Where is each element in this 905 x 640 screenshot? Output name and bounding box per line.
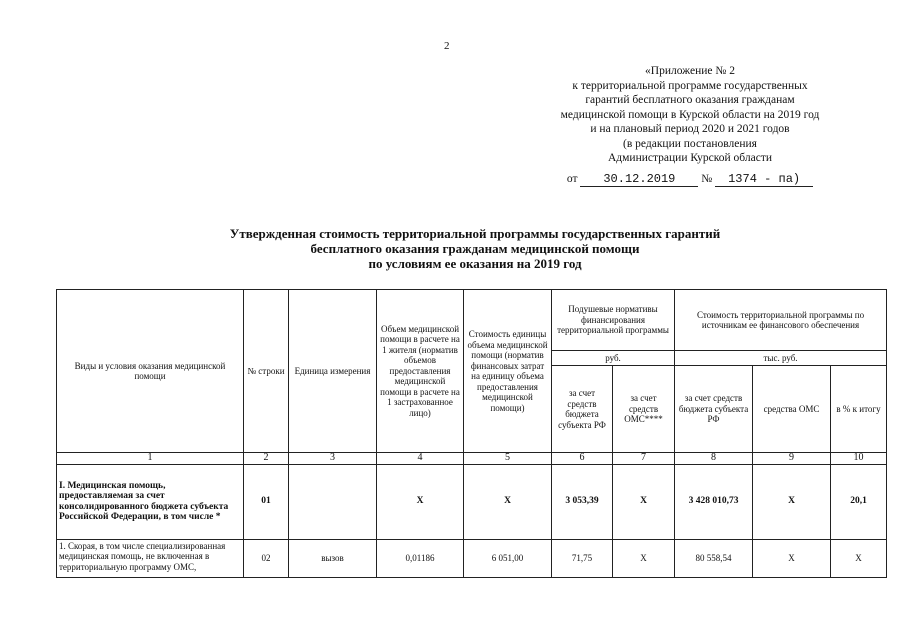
decree-line [525, 172, 855, 188]
cost-table [56, 289, 887, 578]
appendix-line: (в редакции постановления [623, 137, 757, 150]
column-number: 4 [377, 453, 464, 465]
column-number: 1 [57, 453, 244, 465]
row-budget-per-capita: 3 053,39 [552, 464, 613, 539]
column-number: 2 [244, 453, 289, 465]
column-number: 9 [753, 453, 831, 465]
page-number: 2 [444, 40, 450, 52]
row-budget-total: 80 558,54 [675, 539, 753, 577]
header-oms-funds: за счет средств ОМС**** [613, 366, 675, 453]
row-name: I. Медицинская помощь, предоставляемая за счет консолидированного бюджета субъекта Российской Федерации, в том числе * [57, 464, 244, 539]
row-number: 02 [244, 539, 289, 577]
column-number: 6 [552, 453, 613, 465]
row-number: 01 [244, 464, 289, 539]
title-line: Утвержденная стоимость территориальной программы государственных гарантий [229, 226, 721, 241]
row-unit: вызов [289, 539, 377, 577]
header-oms-total: средства ОМС [753, 366, 831, 453]
header-thous-rub: тыс. руб. [675, 351, 887, 366]
column-numbers-row [57, 453, 887, 465]
header-volume: Объем медицинской помощи в расчете на 1 жителя (норматив объемов предоставления медицинской помощи в расчете на 1 застрахованное лицо) [377, 290, 464, 453]
row-budget-total: 3 428 010,73 [675, 464, 753, 539]
appendix-line: медицинской помощи в Курской области на 2019 год [560, 108, 820, 121]
row-name: 1. Скорая, в том числе специализированная медицинская помощь, не включенная в территориальную программу ОМС, [57, 539, 244, 577]
header-unit: Единица измерения [289, 290, 377, 453]
row-oms-total: X [753, 539, 831, 577]
header-per-capita: Подушевые нормативы финансирования территориальной программы [552, 290, 675, 351]
header-pct-total: в % к итогу [831, 366, 887, 453]
title-line: по условиям ее оказания на 2019 год [368, 256, 582, 271]
decree-from-label: от [566, 172, 578, 185]
table-row [57, 539, 887, 577]
column-number: 5 [464, 453, 552, 465]
title-line: бесплатного оказания гражданам медицинской помощи [310, 241, 640, 256]
row-pct: X [831, 539, 887, 577]
column-number: 10 [831, 453, 887, 465]
row-unit [289, 464, 377, 539]
decree-number-label: № [701, 172, 713, 185]
header-row-number: № строки [244, 290, 289, 453]
header-unit-cost: Стоимость единицы объема медицинской помощи (норматив финансовых затрат на единицу объема предоставления медицинской помощи) [464, 290, 552, 453]
row-unit-cost: 6 051,00 [464, 539, 552, 577]
table-row [57, 464, 887, 539]
row-unit-cost: X [464, 464, 552, 539]
row-volume: X [377, 464, 464, 539]
row-budget-per-capita: 71,75 [552, 539, 613, 577]
row-oms-per-capita: X [613, 464, 675, 539]
column-number: 8 [675, 453, 753, 465]
decree-date: 30.12.2019 [580, 172, 698, 188]
row-volume: 0,01186 [377, 539, 464, 577]
header-rub: руб. [552, 351, 675, 366]
row-oms-per-capita: X [613, 539, 675, 577]
appendix-line: к территориальной программе государственных [572, 79, 808, 92]
appendix-line: гарантий бесплатного оказания гражданам [585, 94, 795, 106]
header-kinds: Виды и условия оказания медицинской помощи [57, 290, 244, 453]
appendix-line: «Приложение № 2 [645, 65, 735, 77]
appendix-header [525, 64, 855, 187]
decree-number: 1374 - па) [715, 172, 813, 188]
row-pct: 20,1 [831, 464, 887, 539]
appendix-line: и на плановый период 2020 и 2021 годов [590, 123, 790, 135]
column-number: 3 [289, 453, 377, 465]
header-budget-rf: за счет средств бюджета субъекта РФ [552, 366, 613, 453]
appendix-line: Администрации Курской области [608, 152, 772, 164]
header-cost-by-source: Стоимость территориальной программы по источникам ее финансового обеспечения [675, 290, 887, 351]
column-number: 7 [613, 453, 675, 465]
row-oms-total: X [753, 464, 831, 539]
document-title [150, 226, 800, 271]
header-budget-rf-total: за счет средств бюджета субъекта РФ [675, 366, 753, 453]
